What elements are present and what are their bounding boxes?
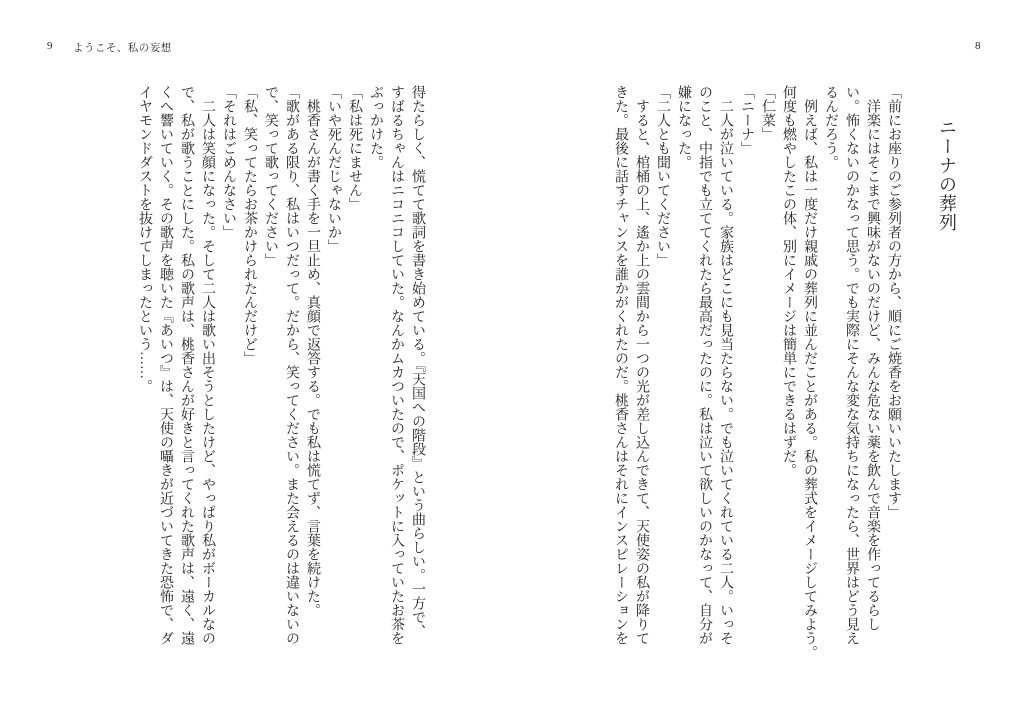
text-line: るんだろう。 <box>823 85 838 169</box>
text-line: ぶっかけた。 <box>368 85 383 169</box>
text-line: 二人は笑顔になった。そして二人は歌い出そうとしたけど、やっぱり私がボーカルなの <box>200 85 215 645</box>
text-line: 「仁菜」 <box>760 85 775 141</box>
chapter-title: ニーナの葬列 <box>937 118 957 232</box>
text-line: 得たらしく、慌てて歌詞を書き始めている。『天国への階段』という曲らしい。一方で、 <box>410 85 425 638</box>
text-line: 例えば、私は一度だけ親戚の葬列に並んだことがある。私の葬式をイメージしてみよう。 <box>802 85 817 659</box>
text-line: 何度も燃やしたこの体、別にイメージは簡単にできるはずだ。 <box>781 85 796 477</box>
text-line: 「二人とも聞いてください」 <box>655 85 670 267</box>
text-line: 「前にお座りのご参列者の方から、順にご焼香をお願いいたします」 <box>886 85 901 519</box>
page-left <box>134 85 428 667</box>
page-number-left: 9 <box>47 40 53 52</box>
text-line: 「歌がある限り、私はいつだって。だから、笑ってください。また会えるのは違いないの <box>284 85 299 645</box>
page-right <box>610 85 960 667</box>
running-header: ようこそ、私の妄想 <box>73 43 172 54</box>
text-line: 「私は死にません」 <box>347 85 362 211</box>
text-line: きた。最後に話すチャンスを誰かがくれたのだ。桃香さんはそれにインスピレーションを <box>613 85 628 645</box>
text-line: すると、棺桶の上、遙か上の雲間から一つの光が差し込んできて、天使姿の私が降りて <box>634 85 649 645</box>
text-line: で、私が歌うことにした。私の歌声は、桃香さんが好きと言ってくれた歌声は、遠く、遠 <box>179 85 194 645</box>
text-line: 洋楽にはそこまで興味がないのだけど、みんな危ない薬を飲んで音楽を作ってるらし <box>865 85 880 631</box>
text-line: 「私、笑ってたらお茶かけられたんだけど」 <box>242 85 257 365</box>
text-line: 「ニーナ」 <box>739 85 754 155</box>
text-line: のこと、中指でも立ててくれたら最高だったのに。私は泣いて欲しいのかなって、自分が <box>697 85 712 645</box>
text-line: 二人が泣いている。家族はどこにも見当たらない。でも泣いてくれている二人。いっそ <box>718 85 733 645</box>
text-line: イヤモンドダストを抜けてしまったという……。 <box>137 85 152 393</box>
page-number-right: 8 <box>975 40 981 52</box>
text-line: で、笑って歌ってください」 <box>263 85 278 267</box>
text-line: くへ響いていく。その歌声を聴いた『あいつ』は、天使の囁きが近づいてきた恐怖で、ダ <box>158 85 173 645</box>
text-line: 桃香さんが書く手を一旦止め、真顔で返答する。でも私は慌てず、言葉を続けた。 <box>305 85 320 617</box>
text-line: 「それはごめんなさい」 <box>221 85 236 239</box>
text-line: すばるちゃんはニコニコしていた。なんかムカついたので、ポケットに入っていたお茶を <box>389 85 404 645</box>
text-line: 「いや死んだじゃないか」 <box>326 85 341 253</box>
text-line: い。怖くないのかなって思う。でも実際にそんな変な気持ちになったら、世界はどう見え <box>844 85 859 645</box>
text-line: 嫌になった。 <box>676 85 691 169</box>
